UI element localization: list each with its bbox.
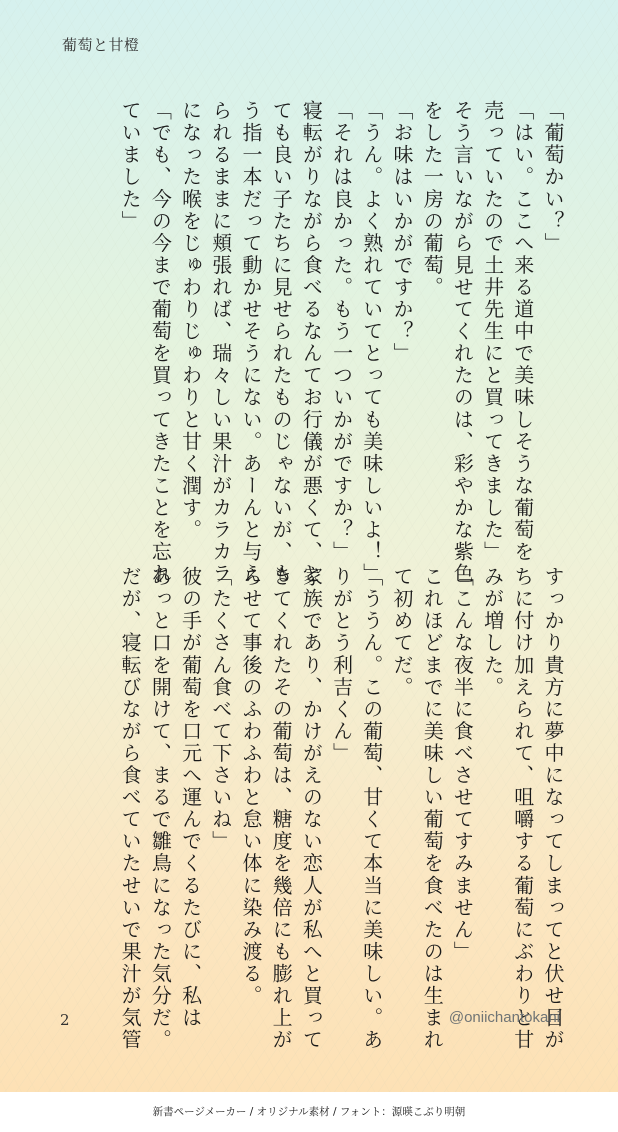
- credits-footer: 新書ページメーカー / オリジナル素材 / フォント：源暎こぶり明朝: [152, 1106, 466, 1118]
- text-line: をした一房の葡萄。: [420, 100, 445, 299]
- text-line: 「はい。ここへ来る道中で美味しそうな葡萄を: [510, 100, 535, 564]
- text-line: られるままに頬張れば、瑞々しい果汁がカラカラ: [208, 100, 233, 586]
- text-line: 「ううん。この葡萄、甘くて本当に美味しい。あ: [359, 566, 384, 1052]
- text-line: そう言いながら見せてくれたのは、彩やかな紫色: [450, 100, 475, 586]
- text-line: て初めてだ。: [389, 566, 414, 699]
- text-line: 「葡萄かい？」: [541, 100, 565, 255]
- text-line: ていました」: [118, 100, 143, 233]
- book-title: 葡萄と甘橙: [62, 36, 140, 54]
- text-line: みが増した。: [480, 566, 505, 699]
- text-line: 「それは良かった。もう一ついかがですか？」: [329, 100, 354, 564]
- text-line: らせて事後のふわふわと怠い体に染み渡る。: [238, 566, 263, 1007]
- author-handle: @oniichantokani: [448, 1009, 560, 1026]
- text-line: 「たくさん食べて下さいね」: [208, 566, 233, 853]
- text-line: ちに付け加えられて、咀嚼する葡萄にぶわりと甘: [510, 566, 535, 1052]
- text-line: だが、寝転びながら食べていたせいで果汁が気管: [118, 566, 143, 1052]
- text-line: 売っていたので土井先生にと買ってきました」: [480, 100, 505, 564]
- text-line: う指一本だって動かせそうにない。あーんと与え: [238, 100, 263, 586]
- text-line: 「でも、今の今まで葡萄を買ってきたことを忘れ: [148, 100, 173, 586]
- text-line: 寝転がりながら食べるなんてお行儀が悪くて、と: [299, 100, 324, 586]
- text-line: 家族であり、かけがえのない恋人が私へと買って: [299, 566, 324, 1052]
- text-line: 「こんな夜半に食べさせてすみません」: [450, 566, 475, 963]
- text-line: になった喉をじゅわりじゅわりと甘く潤す。: [178, 100, 203, 541]
- text-line: 「うん。よく熟れていてとっても美味しいよ！」: [359, 100, 384, 586]
- text-line: りがとう利吉くん」: [329, 566, 354, 765]
- page-number: 2: [60, 1011, 70, 1029]
- text-line: 「お味はいかがですか？」: [389, 100, 414, 365]
- text-line: これほどまでに美味しい葡萄を食べたのは生まれ: [420, 566, 445, 1052]
- text-block-top: [115, 100, 568, 586]
- text-line: あっと口を開けて、まるで雛鳥になった気分だ。: [148, 566, 173, 1052]
- text-line: ても良い子たちに見せられたものじゃないが、も: [269, 100, 294, 586]
- text-line: すっかり貴方に夢中になってしまってと伏せ目が: [541, 566, 565, 1052]
- text-line: 彼の手が葡萄を口元へ運んでくるたびに、私は: [178, 566, 203, 1030]
- text-line: きてくれたその葡萄は、糖度を幾倍にも膨れ上が: [269, 566, 294, 1052]
